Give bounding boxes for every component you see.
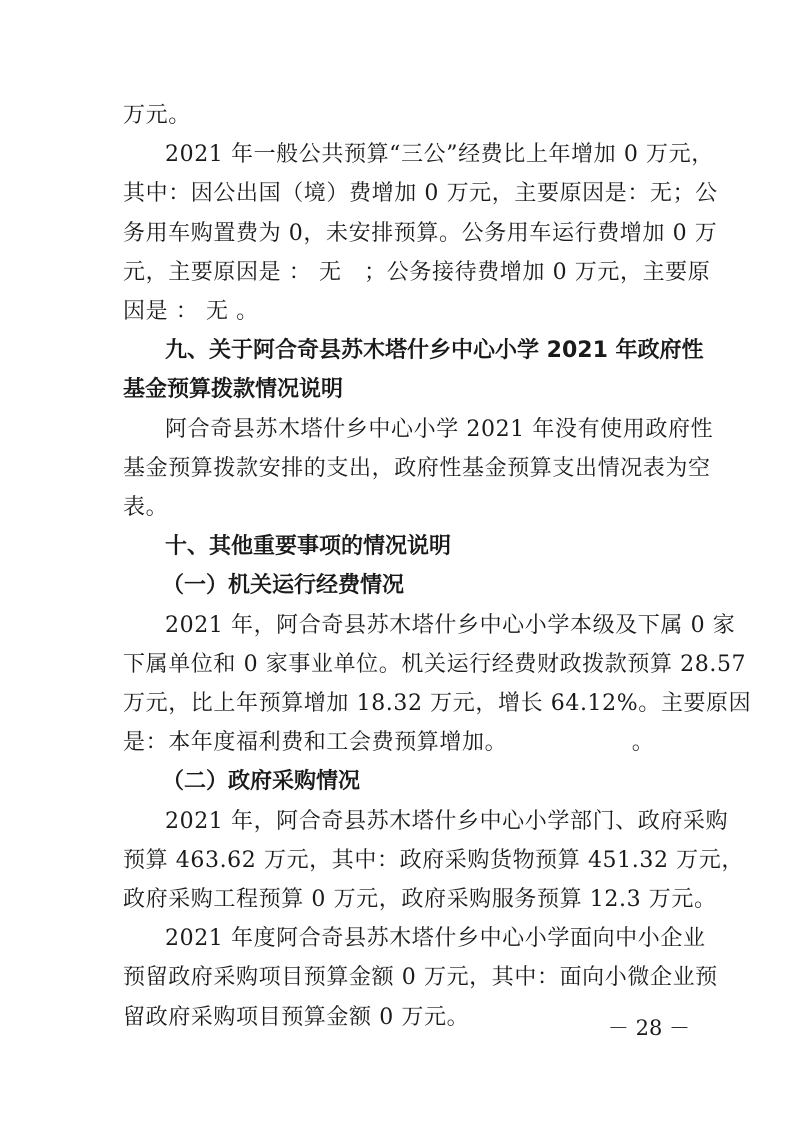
section-heading: 基金预算拨款情况说明 [123,377,344,402]
text-line: 留政府采购项目预算金额 0 万元。 [123,1005,470,1030]
subsection-heading: （一）机关运行经费情况 [162,573,405,598]
text-line: 其中：因公出国（境）费增加 0 万元，主要原因是：无；公 [123,181,718,206]
text-line: 预算 463.62 万元，其中：政府采购货物预算 451.32 万元， [123,848,744,873]
text-line: 万元，比上年预算增加 18.32 万元，增长 64.12%。主要原因 [123,691,752,716]
text-line: 2021 年度阿合奇县苏木塔什乡中心小学面向中小企业 [165,926,706,951]
subsection-heading: （二）政府采购情况 [162,769,361,794]
text-line: 是：本年度福利费和工会费预算增加。 。 [123,730,655,755]
text-line: 务用车购置费为 0，未安排预算。公务用车运行费增加 0 万 [123,221,718,246]
text-line: 下属单位和 0 家事业单位。机关运行经费财政拨款预算 28.57 [123,652,747,677]
text-line: 2021 年，阿合奇县苏木塔什乡中心小学本级及下属 0 家 [165,613,736,638]
text-line: 因是 ： 无 。 [123,299,259,324]
section-heading: 九、关于阿合奇县苏木塔什乡中心小学 2021 年政府性 [165,338,704,363]
text-line: 政府采购工程预算 0 万元，政府采购服务预算 12.3 万元。 [123,887,717,912]
page-number: － 28 － [607,1016,690,1040]
text-line: 阿合奇县苏木塔什乡中心小学 2021 年没有使用政府性 [165,417,714,442]
text-line: 万元。 [123,103,191,128]
text-line: 基金预算拨款安排的支出，政府性基金预算支出情况表为空 [123,456,711,481]
text-line: 预留政府采购项目预算金额 0 万元，其中：面向小微企业预 [123,965,718,990]
text-line: 表。 [123,495,169,520]
text-line: 2021 年，阿合奇县苏木塔什乡中心小学部门、政府采购 [165,809,729,834]
text-line: 元，主要原因是 ： 无 ；公务接待费增加 0 万元，主要原 [123,260,711,285]
text-line: 2021 年一般公共预算“三公”经费比上年增加 0 万元， [165,142,714,167]
section-heading: 十、其他重要事项的情况说明 [165,534,452,559]
